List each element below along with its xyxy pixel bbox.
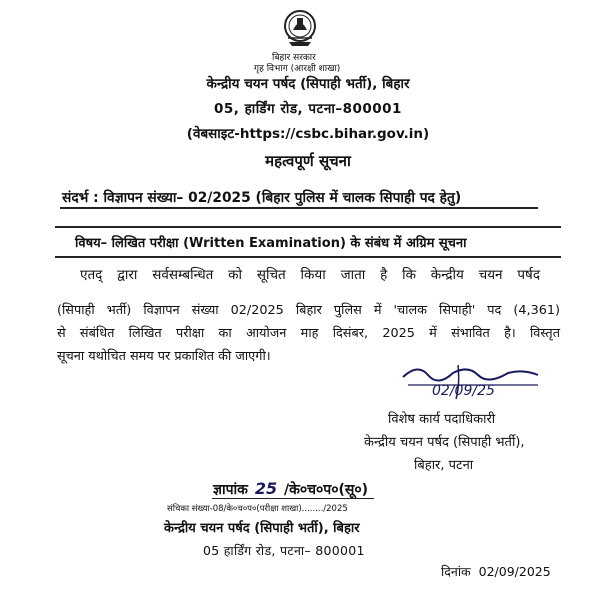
memo-council-name: केन्द्रीय चयन पर्षद (सिपाही भर्ती), बिहार	[164, 521, 360, 536]
council-name: केन्द्रीय चयन पर्षद (सिपाही भर्ती), बिहार	[206, 76, 410, 92]
date-line	[441, 563, 551, 580]
subject-box	[55, 226, 561, 258]
website[interactable]: (वेबसाइट-https://csbc.bihar.gov.in)	[186, 126, 430, 142]
signatory-city: बिहार, पटना	[414, 458, 474, 473]
memo-label: ज्ञापांक	[213, 482, 248, 498]
state-emblem-icon	[280, 8, 320, 50]
notice-title: महत्वपूर्ण सूचना	[265, 152, 351, 170]
signature-date: 02/09/25	[432, 383, 495, 399]
subject-line: विषय– लिखित परीक्षा (Written Examination) के संबंध में अग्रिम सूचना	[75, 236, 467, 251]
body-line-2: (सिपाही भर्ती) विज्ञापन संख्या 02/2025 बिहार पुलिस में 'चालक सिपाही' पद (4,361)	[57, 303, 560, 318]
date-label: दिनांक	[441, 564, 471, 579]
signatory-office: केन्द्रीय चयन पर्षद (सिपाही भर्ती),	[364, 435, 525, 450]
memo-number: 25	[254, 479, 278, 498]
body-line-3: से संबंधित लिखित परीक्षा का आयोजन माह दिसंबर, 2025 में संभावित है। विस्तृत	[57, 326, 560, 341]
body-line-1: एतद् द्वारा सर्वसम्बन्धित को सूचित किया जाता है कि केन्द्रीय चयन पर्षद	[80, 267, 540, 283]
file-ref: संचिका संख्या-08/के०च०प०(परीक्षा शाखा)......../2025	[167, 504, 348, 514]
date-value: 02/09/2025	[478, 564, 551, 579]
memo-line	[213, 479, 368, 499]
memo-underline	[212, 498, 374, 499]
memo-ref: /के०च०प०(सू०)	[283, 482, 369, 498]
memo-address: 05 हार्डिंग रोड, पटना– 800001	[203, 543, 365, 558]
body-line-4: सूचना यथोचित समय पर प्रकाशित की जाएगी।	[57, 349, 271, 364]
reference-underline	[60, 207, 538, 209]
designation: विशेष कार्य पदाधिकारी	[388, 412, 496, 427]
gov-name: बिहार सरकार	[272, 53, 316, 63]
reference-line: संदर्भ : विज्ञापन संख्या– 02/2025 (बिहार पुलिस में चालक सिपाही पद हेतु)	[62, 190, 462, 206]
dept-name: गृह विभाग (आरक्षी शाखा)	[254, 64, 341, 74]
council-address: 05, हार्डिंग रोड, पटना–800001	[214, 101, 402, 117]
